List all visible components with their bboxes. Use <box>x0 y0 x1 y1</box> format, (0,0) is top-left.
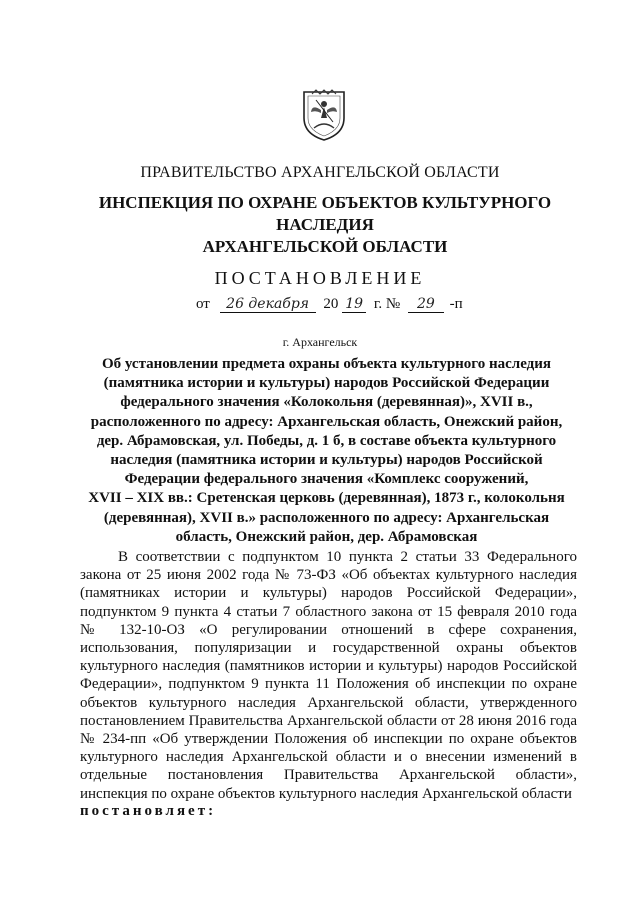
subject-line: наследия (памятника истории и культуры) народов Российской <box>110 452 543 469</box>
subject-line: область, Онежский район, дер. Абрамовская <box>175 528 478 545</box>
inspection-name-line-2: АРХАНГЕЛЬСКОЙ ОБЛАСТИ <box>202 237 448 256</box>
subject-line: федерального значения «Колокольня (деревянная)», XVII в., <box>120 394 533 411</box>
subject-line: (памятника истории и культуры) народов Российской Федерации <box>103 375 550 392</box>
city: г. Архангельск <box>282 335 358 349</box>
inspection-name <box>60 192 590 258</box>
decree-title: ПОСТАНОВЛЕНИЕ <box>214 268 426 288</box>
decree-subject <box>84 355 569 547</box>
resolves-keyword: постановляет: <box>80 803 217 819</box>
subject-line: дер. Абрамовская, ул. Победы, д. 1 б, в составе объекта культурного <box>96 432 557 449</box>
subject-line: Федерации федерального значения «Комплекс сооружений, <box>124 471 529 488</box>
subject-line: (деревянная), XVII в.» расположенного по адресу: Архангельская <box>103 509 550 526</box>
subject-line: Об установлении предмета охраны объекта культурного наследия <box>101 356 552 372</box>
inspection-name-line-1: ИНСПЕКЦИЯ ПО ОХРАНЕ ОБЪЕКТОВ КУЛЬТУРНОГО НАСЛЕДИЯ <box>98 193 552 234</box>
coat-of-arms-icon <box>300 88 348 142</box>
handwritten-year: 19 <box>342 296 366 313</box>
government-name: ПРАВИТЕЛЬСТВО АРХАНГЕЛЬСКОЙ ОБЛАСТИ <box>140 164 500 181</box>
number-label: г. № <box>373 296 401 312</box>
date-prefix: от <box>196 296 210 312</box>
decree-date-line <box>196 296 463 313</box>
year-prefix: 20 <box>323 296 339 312</box>
handwritten-day-month: 26 декабря <box>220 296 316 313</box>
body-paragraph: В соответствии с подпунктом 10 пункта 2 статьи 33 Федерального закона от 25 июня 2002 года № 73-ФЗ «Об объектах культурного наследия (памятниках истории и культуры) народов Российской Федерации», подпунктом 9 пункта 4 статьи 7 областного закона от 15 февраля 2010 года № 132-10-ОЗ «О регулировании отношений в сфере сохранения, использования, популяризации и государственной охраны объектов культурного наследия (памятников истории и культуры) народов Российской Федерации», подпунктом 9 пункта 11 Положения об инспекции по охране объектов культурного наследия Архангельской области, утвержденного постановлением Правительства Архангельской области от 28 июня 2016 года № 234-пп «Об утверждении Положения об инспекции по охране объектов культурного наследия Архангельской области и о внесении изменений в отдельные постановления Правительства Архангельской области», инспекция по охране объектов культурного наследия Архангельской области <box>80 549 577 802</box>
number-suffix: -п <box>449 296 463 312</box>
handwritten-number: 29 <box>408 296 444 313</box>
subject-line: XVII – XIX вв.: Сретенская церковь (деревянная), 1873 г., колокольня <box>88 490 565 507</box>
subject-line: расположенного по адресу: Архангельская область, Онежский район, <box>90 413 563 430</box>
